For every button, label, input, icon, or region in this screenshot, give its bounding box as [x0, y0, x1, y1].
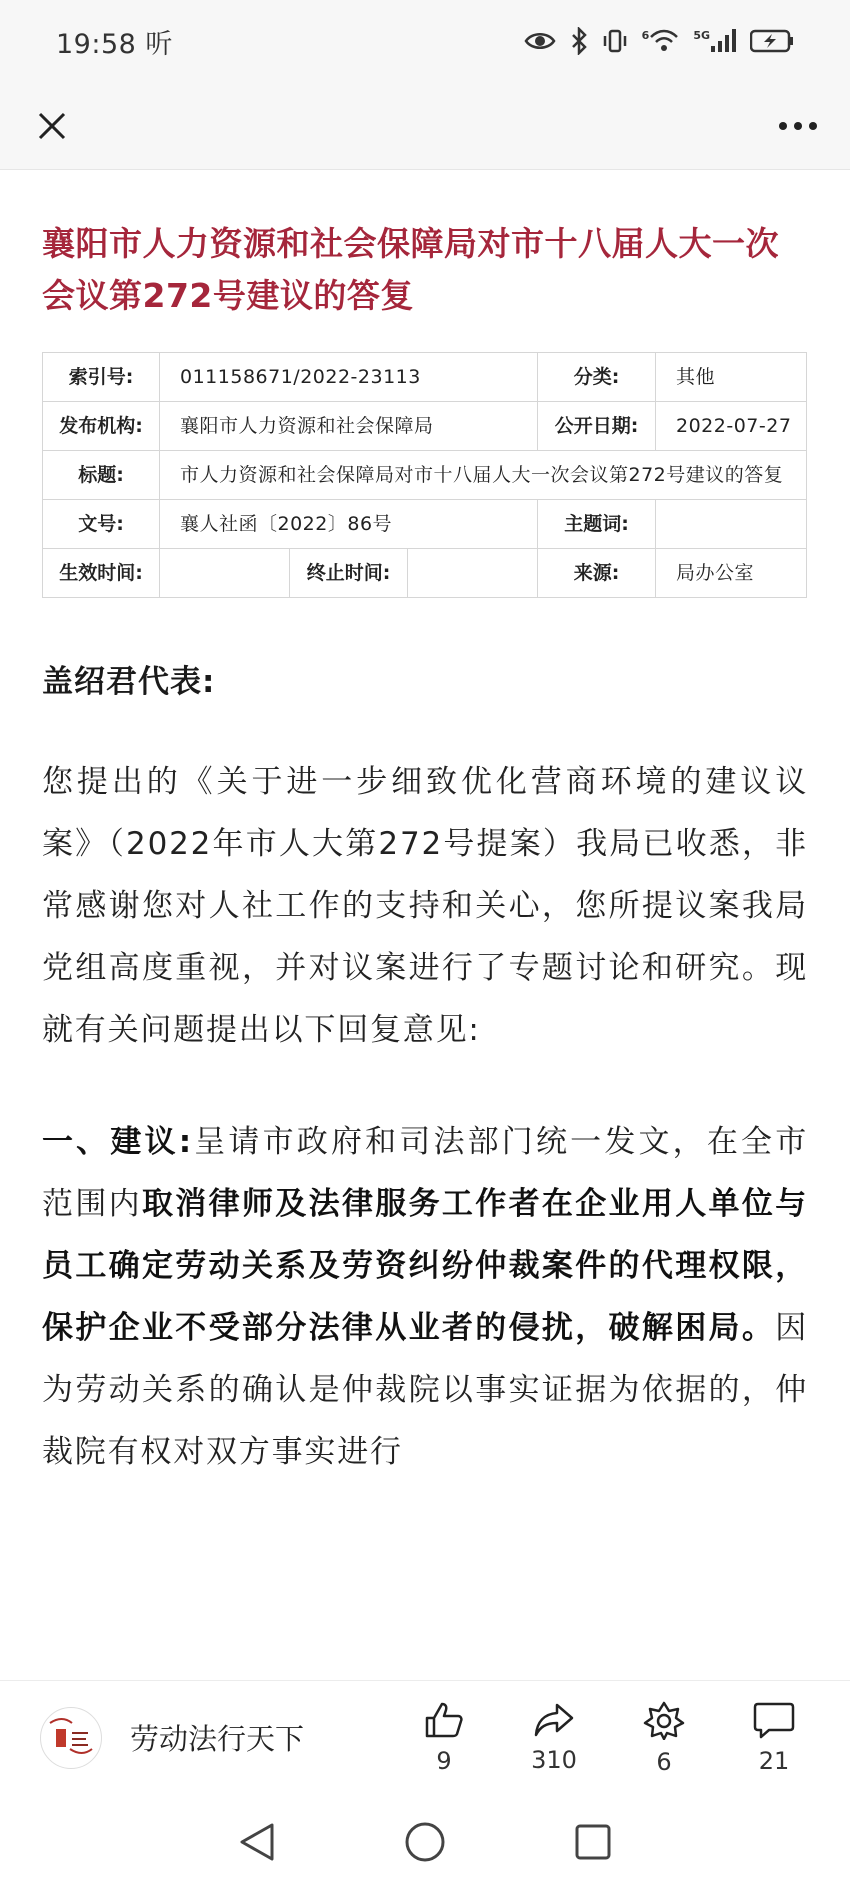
suggestion-text-a: 呈请市政府和司法部门统一发文，在全市范围内 [42, 1124, 808, 1223]
meta-table [42, 352, 807, 598]
wifi-icon [649, 29, 679, 53]
cell-signal-icon [710, 29, 736, 53]
suggestion-emphasis: 取消律师及法律服务工作者在企业用人单位与员工确定劳动关系及劳资纠纷仲裁案件的代理权限，保护企业不受部分法律从业者的侵扰，破解困局。 [42, 1186, 808, 1347]
account-logo-icon [42, 1709, 100, 1767]
status-bar [0, 0, 850, 82]
category-label: 分类: [538, 353, 656, 402]
home-button[interactable] [401, 1818, 449, 1866]
clock: 19:58 [56, 28, 137, 60]
back-button[interactable] [233, 1818, 281, 1866]
avatar [40, 1707, 102, 1769]
expiry-value [408, 549, 538, 598]
keyword-label: 主题词: [538, 500, 656, 549]
signal-label-1: 6 [641, 29, 650, 42]
index-value: 011158671/2022-23113 [160, 353, 538, 402]
effective-label: 生效时间: [43, 549, 160, 598]
table-row [43, 353, 807, 402]
index-label: 索引号: [43, 353, 160, 402]
eye-icon [524, 30, 556, 52]
signal-label-2: 5G [693, 29, 710, 42]
subject-label: 标题: [43, 451, 160, 500]
vibrate-icon [602, 28, 628, 54]
share-button[interactable] [518, 1702, 590, 1774]
paragraph-intro: 您提出的《关于进一步细致优化营商环境的建议议案》（2022年市人大第272号提案）我局已收悉，非常感谢您对人社工作的支持和关心，您所提议案我局党组高度重视，并对议案进行了专题讨论和研究。现就有关问题提出以下回复意见: [42, 764, 808, 1049]
favorite-button[interactable] [628, 1700, 700, 1776]
back-triangle-icon [238, 1821, 276, 1863]
share-count: 310 [531, 1745, 577, 1774]
favorite-count: 6 [656, 1747, 672, 1776]
more-icon [778, 121, 818, 131]
recents-square-icon [574, 1823, 612, 1861]
action-buttons [408, 1700, 810, 1776]
close-button[interactable] [28, 102, 76, 150]
comment-icon [753, 1701, 795, 1739]
table-row [43, 549, 807, 598]
table-row [43, 451, 807, 500]
pubdate-value: 2022-07-27 [656, 402, 807, 451]
publisher-label: 发布机构: [43, 402, 160, 451]
like-count: 9 [436, 1746, 452, 1775]
table-row [43, 500, 807, 549]
comment-count: 21 [758, 1746, 790, 1775]
share-icon [533, 1702, 575, 1738]
source-value: 局办公室 [656, 549, 807, 598]
battery-icon [750, 29, 794, 53]
action-bar [0, 1680, 850, 1794]
article-title: 襄阳市人力资源和社会保障局对市十八届人大一次会议第272号建议的答复 [42, 224, 779, 316]
pubdate-label: 公开日期: [538, 402, 656, 451]
home-circle-icon [404, 1821, 446, 1863]
top-nav [0, 82, 850, 170]
flower-icon [643, 1700, 685, 1740]
source-label: 来源: [538, 549, 656, 598]
table-row [43, 402, 807, 451]
effective-value [160, 549, 290, 598]
status-time [56, 22, 173, 61]
account-name: 劳动法行天下 [130, 1722, 305, 1756]
article-body [0, 170, 850, 1680]
status-icons [524, 27, 794, 55]
docno-label: 文号: [43, 500, 160, 549]
bluetooth-icon [570, 27, 588, 55]
thumbs-up-icon [424, 1701, 464, 1739]
publisher-value: 襄阳市人力资源和社会保障局 [160, 402, 538, 451]
salutation: 盖绍君代表: [42, 664, 216, 701]
system-nav-bar [0, 1794, 850, 1889]
more-button[interactable] [774, 102, 822, 150]
comment-button[interactable] [738, 1701, 810, 1775]
suggestion-text-b: 因为劳动关系的确认是仲裁院以事实证据为依据的，仲裁院有权对双方事实进行 [42, 1310, 808, 1471]
expiry-label: 终止时间: [290, 549, 408, 598]
listen-indicator: 听 [145, 28, 173, 60]
subject-value: 市人力资源和社会保障局对市十八届人大一次会议第272号建议的答复 [160, 451, 807, 500]
recents-button[interactable] [569, 1818, 617, 1866]
docno-value: 襄人社函〔2022〕86号 [160, 500, 538, 549]
account-profile[interactable] [40, 1707, 408, 1769]
close-icon [36, 110, 68, 142]
like-button[interactable] [408, 1701, 480, 1775]
paragraph-suggestion-1 [42, 1111, 808, 1483]
keyword-value [656, 500, 807, 549]
category-value: 其他 [656, 353, 807, 402]
suggestion-heading: 一、建议: [42, 1124, 193, 1161]
